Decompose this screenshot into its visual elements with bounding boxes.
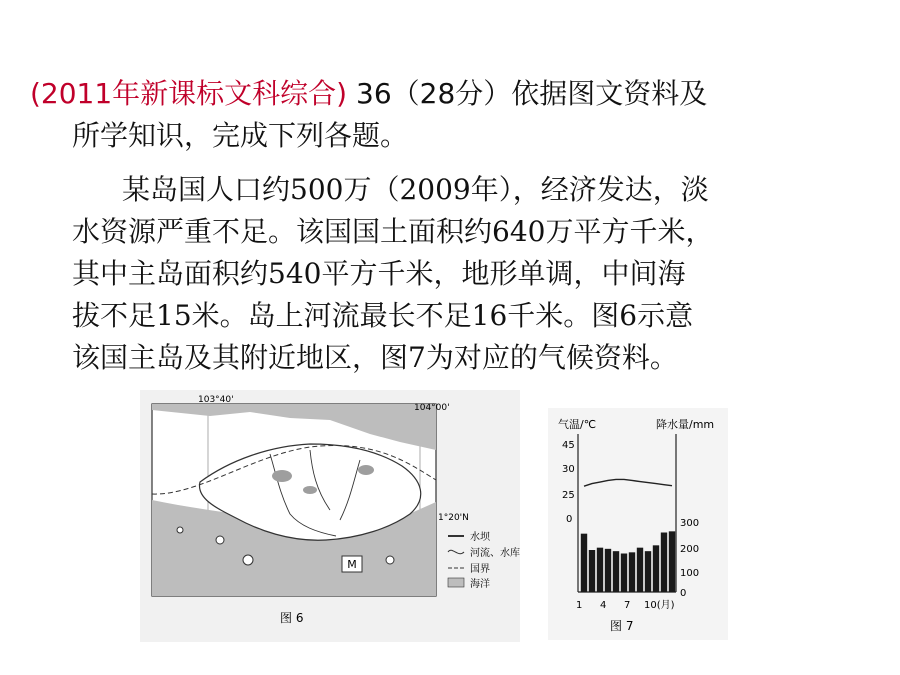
precip-tick-200: 200 xyxy=(680,544,700,555)
figure-6-caption: 图 6 xyxy=(280,611,304,625)
month-tick-7: 7 xyxy=(624,600,631,611)
temp-tick-30: 30 xyxy=(562,464,575,475)
paragraph-line-4: 拔不足15米。岛上河流最长不足16千米。图6示意 xyxy=(72,299,694,332)
lon-right-label: 104°00' xyxy=(414,403,450,413)
legend-river: 河流、水库 xyxy=(470,548,520,559)
precip-bar-3 xyxy=(597,548,603,592)
precip-tick-0: 0 xyxy=(680,588,687,599)
precip-bar-7 xyxy=(629,552,635,592)
question-heading xyxy=(30,72,707,112)
precip-bar-10 xyxy=(653,545,659,592)
question-source: (2011年新课标文科综合) xyxy=(30,77,348,110)
paragraph-line-1: 某岛国人口约500万（2009年），经济发达，淡 xyxy=(122,173,709,206)
paragraph-line-5: 该国主岛及其附近地区，图7为对应的气候资料。 xyxy=(72,341,678,374)
paragraph-line-2: 水资源严重不足。该国国土面积约640万平方千米， xyxy=(72,215,714,248)
precip-bar-6 xyxy=(621,554,627,593)
precip-bar-12 xyxy=(669,531,675,592)
legend-dam: 水坝 xyxy=(470,532,490,543)
lon-left-label: 103°40' xyxy=(198,395,234,405)
month-tick-4: 4 xyxy=(600,600,607,611)
precip-bar-2 xyxy=(589,550,595,592)
paragraph-line-3: 其中主岛面积约540平方千米，地形单调，中间海 xyxy=(72,257,686,290)
temp-axis-title: 气温/℃ xyxy=(558,418,597,431)
precip-tick-100: 100 xyxy=(680,568,700,579)
question-line-2: 所学知识，完成下列各题。 xyxy=(72,119,409,152)
legend-border: 国界 xyxy=(470,564,490,575)
island-map-figure xyxy=(140,390,520,642)
precip-bar-11 xyxy=(661,533,667,593)
precip-axis-title: 降水量/mm xyxy=(656,418,715,431)
question-number: 36（28分）依据图文资料及 xyxy=(347,77,708,110)
month-tick-1: 1 xyxy=(576,600,583,611)
precip-bar-8 xyxy=(637,548,643,592)
lat-label: 1°20'N xyxy=(438,513,469,523)
precip-bar-4 xyxy=(605,549,611,592)
precip-bar-5 xyxy=(613,551,619,592)
climate-chart-figure xyxy=(548,408,728,640)
precip-bar-1 xyxy=(581,534,587,592)
precip-tick-300: 300 xyxy=(680,518,700,529)
legend-sea: 海洋 xyxy=(470,579,490,590)
month-tick-10: 10(月) xyxy=(644,600,675,611)
temp-tick-25: 25 xyxy=(562,490,575,501)
temperature-line xyxy=(584,479,672,486)
figure-7-caption: 图 7 xyxy=(610,619,634,633)
temp-tick-45: 45 xyxy=(562,440,575,451)
precip-bar-9 xyxy=(645,551,651,592)
temp-tick-0: 0 xyxy=(566,514,573,525)
point-m-label: M xyxy=(347,558,357,571)
